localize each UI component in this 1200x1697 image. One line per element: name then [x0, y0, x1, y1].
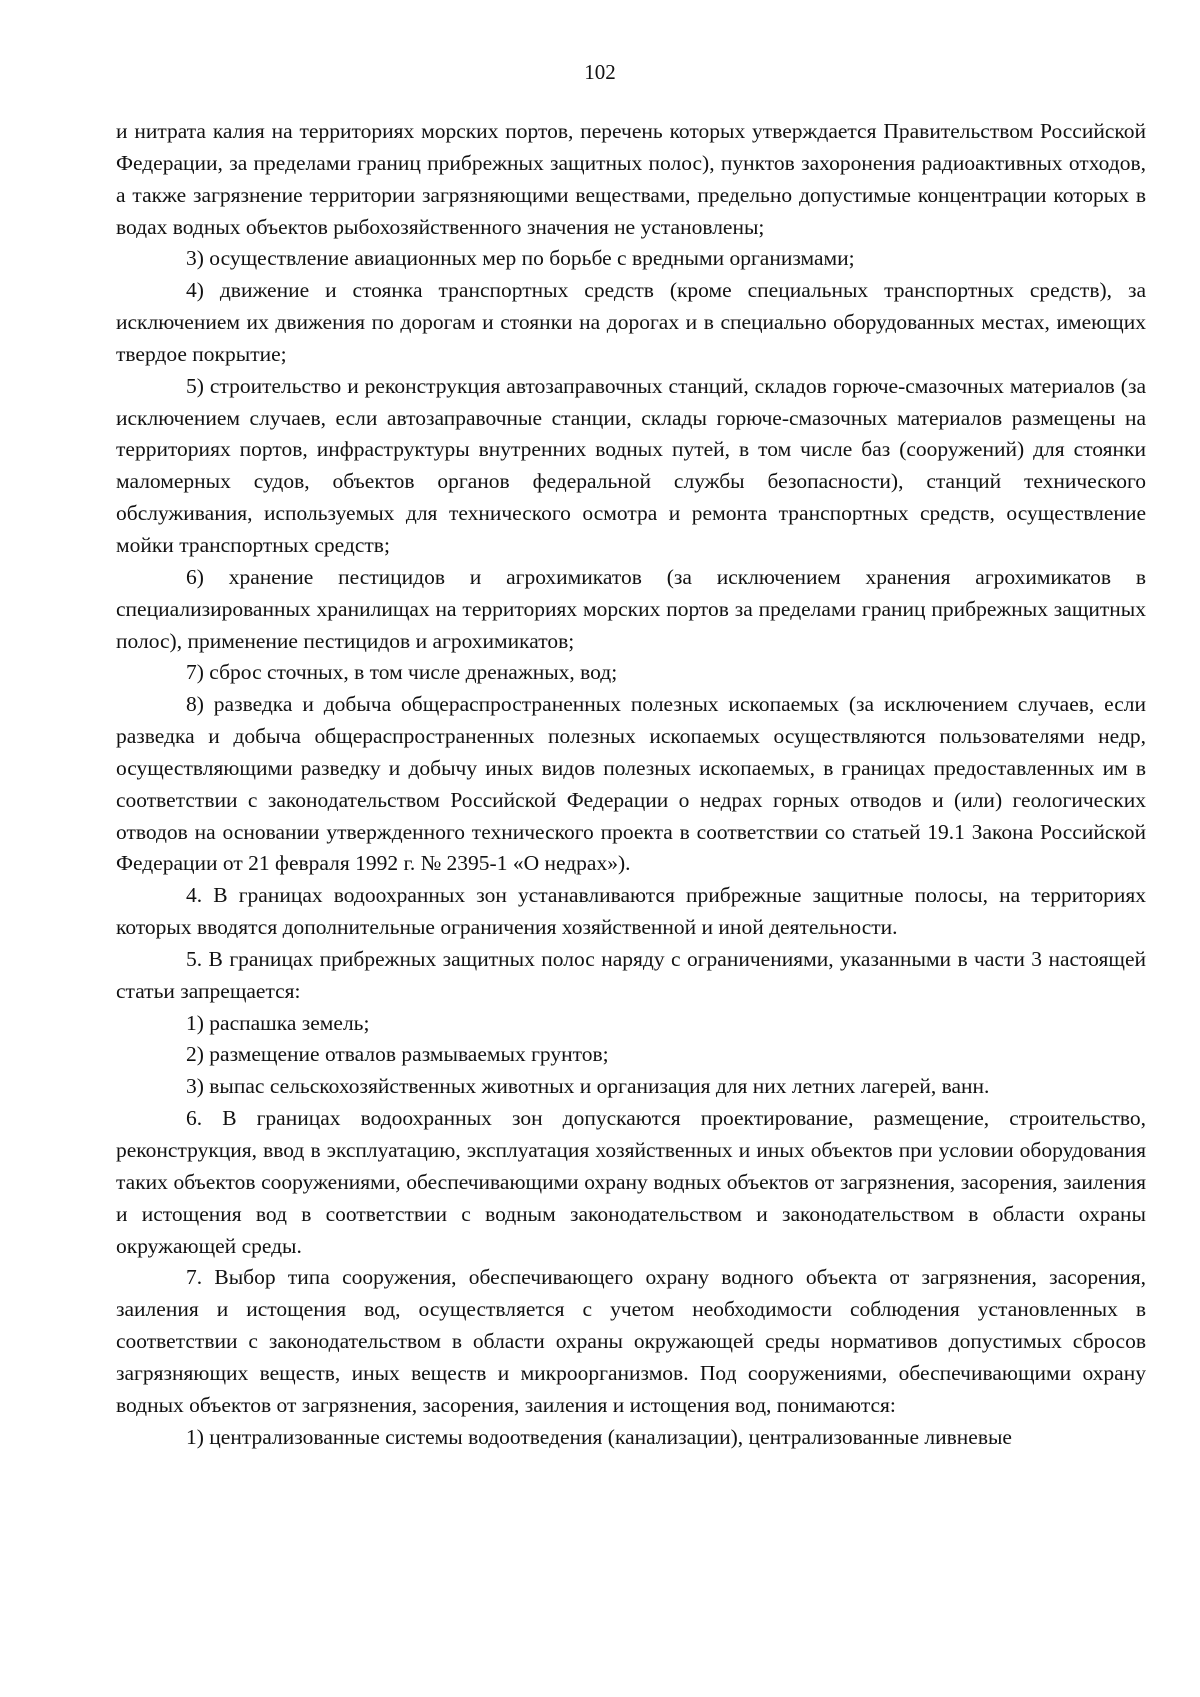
document-body: [116, 116, 1146, 1453]
paragraph: 5) строительство и реконструкция автозаправочных станций, складов горюче-смазочных материалов (за исключением случаев, если автозаправочные станции, склады горюче-смазочных материалов размещены на территориях портов, инфраструктуры внутренних водных путей, в том числе баз (сооружений) для стоянки маломерных судов, объектов органов федеральной службы безопасности), станций технического обслуживания, используемых для технического осмотра и ремонта транспортных средств, осуществление мойки транспортных средств;: [116, 373, 1146, 557]
paragraph: 6. В границах водоохранных зон допускаются проектирование, размещение, строительство, реконструкция, ввод в эксплуатацию, эксплуатация хозяйственных и иных объектов при условии оборудования таких объектов сооружениями, обеспечивающими охрану водных объектов от загрязнения, засорения, заиления и истощения вод в соответствии с водным законодательством и законодательством в области охраны окружающей среды.: [116, 1106, 1146, 1258]
page-number: 102: [584, 60, 616, 84]
paragraph: 4) движение и стоянка транспортных средств (кроме специальных транспортных средств), за исключением их движения по дорогам и стоянки на дорогах и в специально оборудованных местах, имеющих твердое покрытие;: [116, 278, 1146, 366]
paragraph: 4. В границах водоохранных зон устанавливаются прибрежные защитные полосы, на территориях которых вводятся дополнительные ограничения хозяйственной и иной деятельности.: [116, 883, 1146, 940]
paragraph: 6) хранение пестицидов и агрохимикатов (за исключением хранения агрохимикатов в специализированных хранилищах на территориях морских портов за пределами границ прибрежных защитных полос), применение пестицидов и агрохимикатов;: [116, 564, 1146, 653]
paragraph: 7) сброс сточных, в том числе дренажных, вод;: [186, 660, 618, 685]
paragraph: 1) распашка земель;: [186, 1010, 370, 1035]
paragraph: 3) выпас сельскохозяйственных животных и организация для них летних лагерей, ванн.: [186, 1074, 990, 1099]
paragraph: 3) осуществление авиационных мер по борьбе с вредными организмами;: [186, 246, 855, 271]
paragraph: и нитрата калия на территориях морских портов, перечень которых утверждается Правительством Российской Федерации, за пределами границ прибрежных защитных полос), пунктов захоронения радиоактивных отходов, а также загрязнение территории загрязняющими веществами, предельно допустимые концентрации которых в водах водных объектов рыбохозяйственного значения не установлены;: [116, 119, 1146, 239]
paragraph: 2) размещение отвалов размываемых грунтов;: [186, 1042, 609, 1067]
paragraph: 5. В границах прибрежных защитных полос наряду с ограничениями, указанными в части 3 настоящей статьи запрещается:: [116, 946, 1146, 1003]
paragraph: 8) разведка и добыча общераспространенных полезных ископаемых (за исключением случаев, если разведка и добыча общераспространенных полезных ископаемых осуществляются пользователями недр, осуществляющими разведку и добычу иных видов полезных ископаемых, в границах предоставленных им в соответствии с законодательством Российской Федерации о недрах горных отводов и (или) геологических отводов на основании утвержденного технического проекта в соответствии со статьей 19.1 Закона Российской Федерации от 21 февраля 1992 г. № 2395-1 «О недрах»).: [116, 692, 1146, 876]
paragraph: 7. Выбор типа сооружения, обеспечивающего охрану водного объекта от загрязнения, засорения, заиления и истощения вод, осуществляется с учетом необходимости соблюдения установленных в соответствии с законодательством в области охраны окружающей среды нормативов допустимых сбросов загрязняющих веществ, иных веществ и микроорганизмов. Под сооружениями, обеспечивающими охрану водных объектов от загрязнения, засорения, заиления и истощения вод, понимаются:: [116, 1265, 1146, 1417]
paragraph: 1) централизованные системы водоотведения (канализации), централизованные ливневые: [186, 1424, 1012, 1449]
